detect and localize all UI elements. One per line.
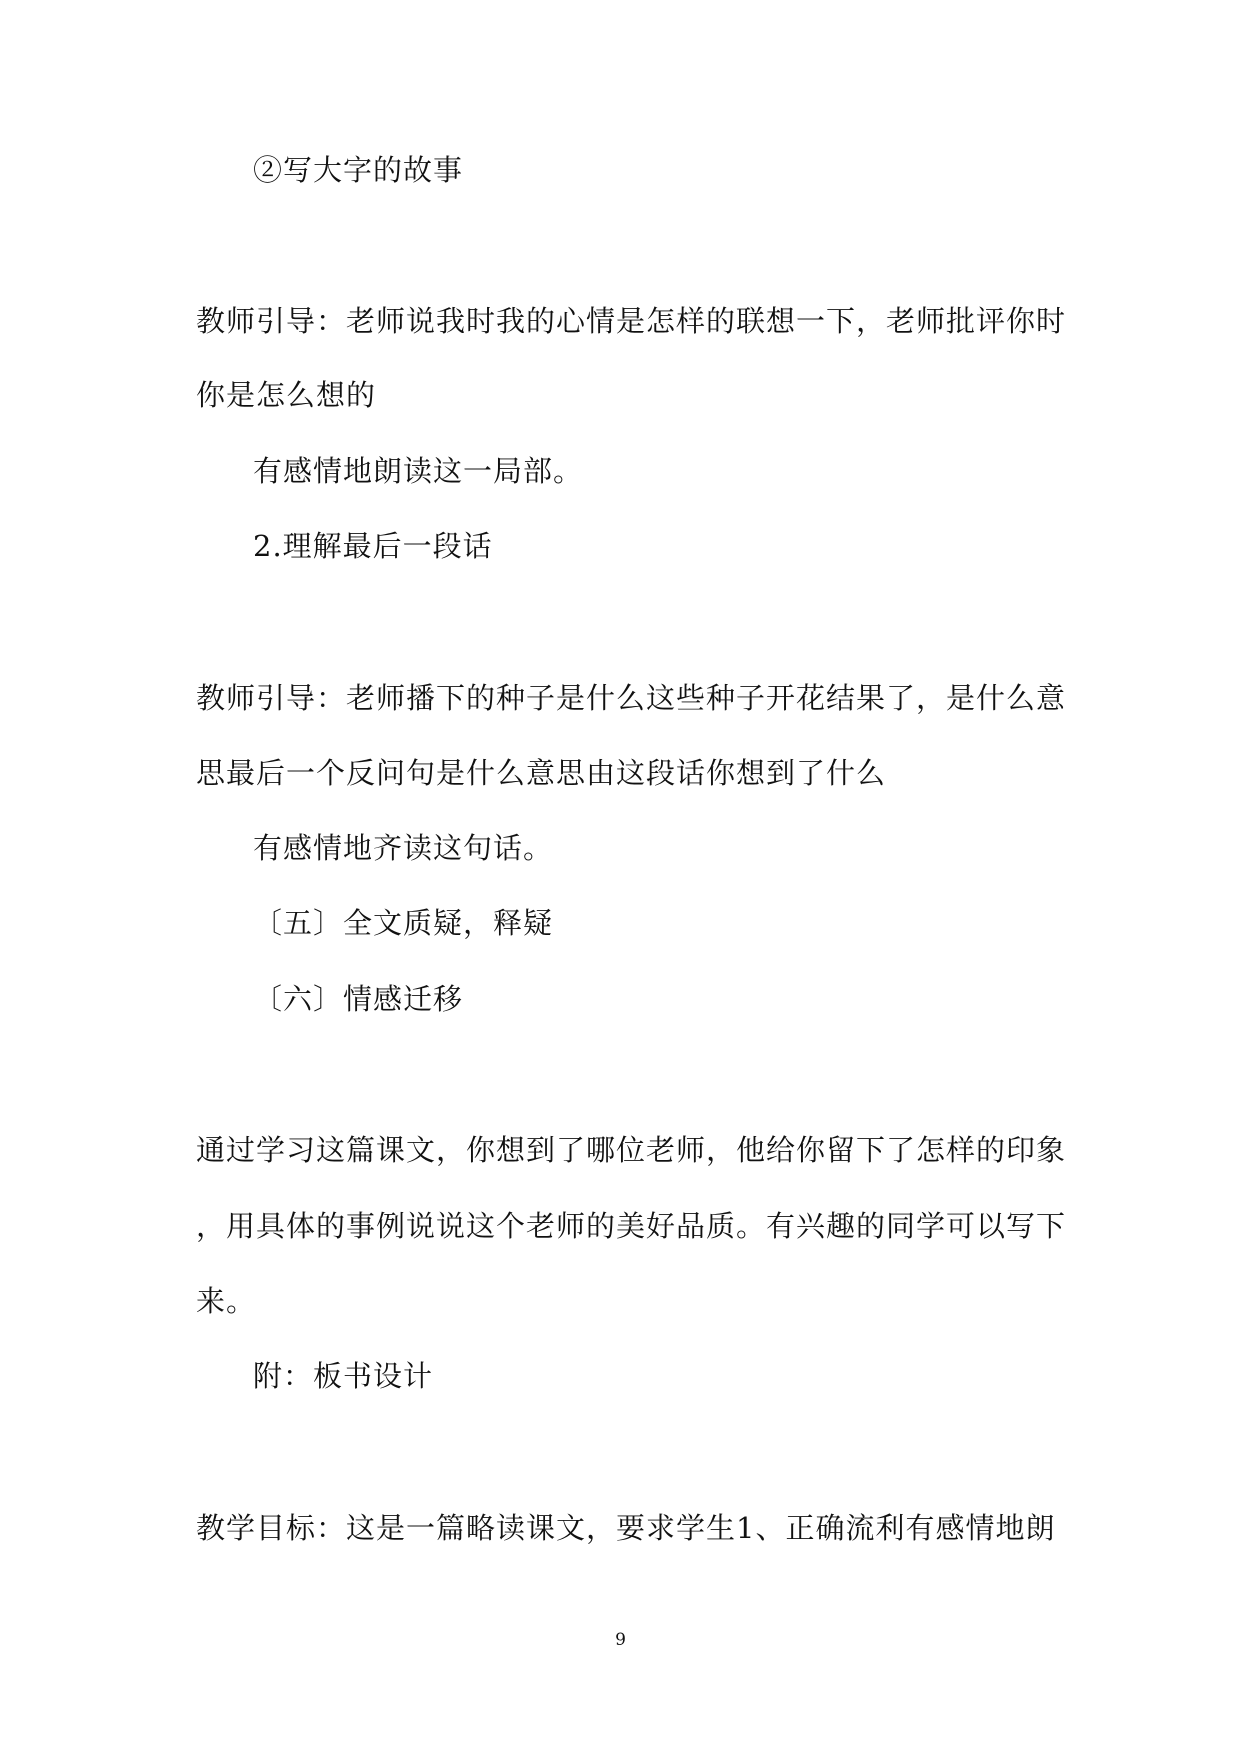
paragraph-line: ，用具体的事例说说这个老师的美好品质。有兴趣的同学可以写下 xyxy=(196,1209,1067,1243)
paragraph-line: 来。 xyxy=(196,1284,257,1318)
paragraph-line: 思最后一个反问句是什么意思由这段话你想到了什么 xyxy=(196,756,887,790)
paragraph-line: 你是怎么想的 xyxy=(196,378,377,412)
list-item-story: ②写大字的故事 xyxy=(253,153,464,187)
paragraph-line: 有感情地朗读这一局部。 xyxy=(253,454,584,488)
section-heading: 附：板书设计 xyxy=(253,1359,434,1393)
page-number: 9 xyxy=(615,1630,626,1650)
paragraph-line: 教师引导：老师说我时我的心情是怎样的联想一下，老师批评你时 xyxy=(196,304,1067,338)
paragraph-line: 教师引导：老师播下的种子是什么这些种子开花结果了，是什么意 xyxy=(196,681,1067,715)
section-heading: 〔五〕全文质疑，释疑 xyxy=(253,906,554,940)
paragraph-line: 有感情地齐读这句话。 xyxy=(253,831,554,865)
section-heading: 2.理解最后一段话 xyxy=(253,529,493,563)
section-heading: 〔六〕情感迁移 xyxy=(253,982,464,1016)
paragraph-line: 通过学习这篇课文，你想到了哪位老师，他给你留下了怎样的印象 xyxy=(196,1133,1067,1167)
paragraph-line: 教学目标：这是一篇略读课文，要求学生1、正确流利有感情地朗 xyxy=(196,1511,1056,1545)
